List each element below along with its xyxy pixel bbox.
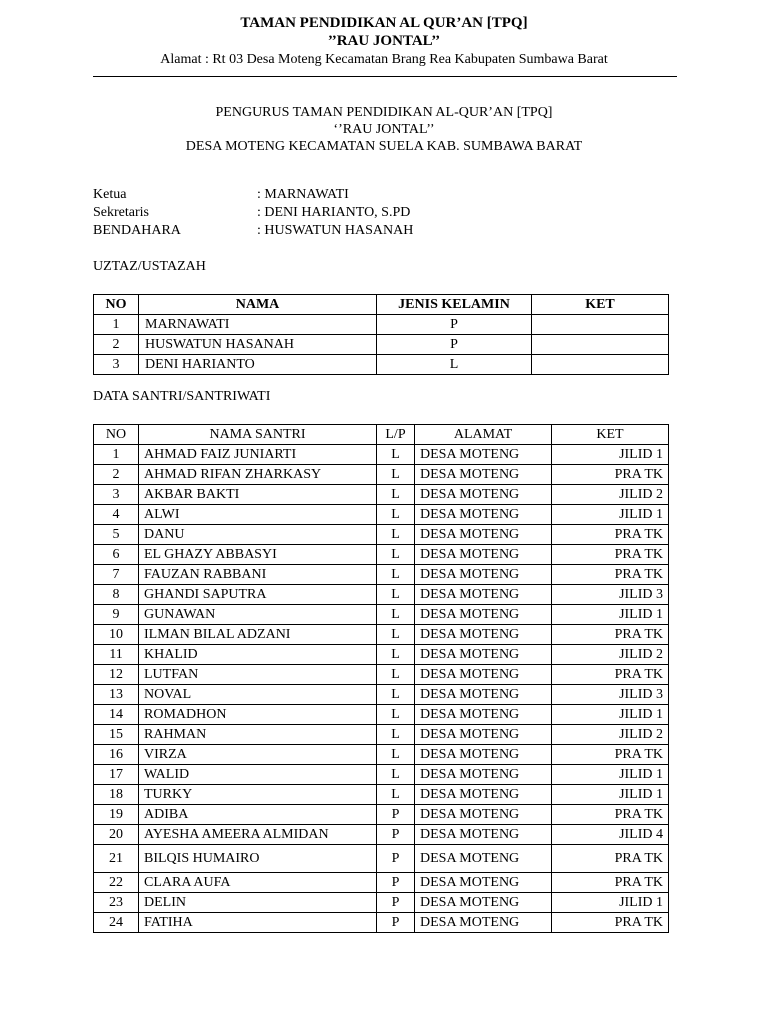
cell-ket: PRA TK [552,745,669,765]
cell-name: ALWI [139,505,377,525]
table-row [94,665,669,685]
cell-lp: L [377,585,415,605]
cell-name: AYESHA AMEERA ALMIDAN [139,825,377,845]
cell-alamat: DESA MOTENG [415,913,552,933]
cell-no: 1 [94,315,139,335]
table-row [94,825,669,845]
cell-name: NOVAL [139,685,377,705]
cell-no: 15 [94,725,139,745]
org-name: TAMAN PENDIDIKAN AL QUR’AN [TPQ] [240,15,528,31]
cell-alamat: DESA MOTENG [415,545,552,565]
cell-no: 22 [94,873,139,893]
cell-no: 6 [94,545,139,565]
cell-lp: L [377,525,415,545]
table-row [94,525,669,545]
table-row [94,565,669,585]
cell-ket [532,315,669,335]
cell-no: 9 [94,605,139,625]
cell-name: BILQIS HUMAIRO [139,845,377,873]
cell-lp: P [377,913,415,933]
cell-alamat: DESA MOTENG [415,645,552,665]
table-row [94,645,669,665]
cell-ket: JILID 1 [552,605,669,625]
table-row [94,445,669,465]
cell-lp: L [377,465,415,485]
col-header-ket: KET [552,425,669,445]
cell-alamat: DESA MOTENG [415,625,552,645]
document-title [0,104,768,155]
cell-no: 7 [94,565,139,585]
cell-lp: L [377,625,415,645]
officer-role: BENDAHARA [93,223,181,238]
table-row [94,355,669,375]
cell-ket: JILID 4 [552,825,669,845]
cell-alamat: DESA MOTENG [415,685,552,705]
table-row [94,585,669,605]
students-table [93,424,669,933]
table-row [94,505,669,525]
cell-name: AHMAD FAIZ JUNIARTI [139,445,377,465]
table-row [94,765,669,785]
cell-lp: L [377,565,415,585]
cell-no: 23 [94,893,139,913]
table-row [94,805,669,825]
cell-ket: PRA TK [552,625,669,645]
officer-role: Ketua [93,187,127,202]
cell-lp: L [377,765,415,785]
cell-name: AHMAD RIFAN ZHARKASY [139,465,377,485]
cell-lp: L [377,745,415,765]
cell-no: 10 [94,625,139,645]
cell-alamat: DESA MOTENG [415,845,552,873]
col-header-lp: L/P [377,425,415,445]
cell-gender: P [377,335,532,355]
col-header-alamat: ALAMAT [415,425,552,445]
cell-ket: JILID 2 [552,645,669,665]
cell-gender: L [377,355,532,375]
cell-alamat: DESA MOTENG [415,745,552,765]
cell-no: 2 [94,335,139,355]
cell-no: 19 [94,805,139,825]
cell-name: DENI HARIANTO [139,355,377,375]
cell-name: MARNAWATI [139,315,377,335]
cell-name: HUSWATUN HASANAH [139,335,377,355]
cell-ket: PRA TK [552,465,669,485]
cell-lp: P [377,845,415,873]
cell-no: 21 [94,845,139,873]
cell-ket: PRA TK [552,913,669,933]
table-row [94,315,669,335]
cell-name: GHANDI SAPUTRA [139,585,377,605]
cell-alamat: DESA MOTENG [415,605,552,625]
cell-name: ILMAN BILAL ADZANI [139,625,377,645]
cell-no: 1 [94,445,139,465]
cell-ket: JILID 1 [552,445,669,465]
cell-no: 11 [94,645,139,665]
cell-no: 4 [94,505,139,525]
cell-alamat: DESA MOTENG [415,825,552,845]
cell-ket [532,335,669,355]
cell-alamat: DESA MOTENG [415,893,552,913]
cell-alamat: DESA MOTENG [415,873,552,893]
col-header-nama-santri: NAMA SANTRI [139,425,377,445]
cell-ket: JILID 1 [552,765,669,785]
cell-no: 14 [94,705,139,725]
cell-no: 2 [94,465,139,485]
cell-name: TURKY [139,785,377,805]
cell-alamat: DESA MOTENG [415,525,552,545]
cell-name: DANU [139,525,377,545]
cell-lp: L [377,645,415,665]
cell-lp: P [377,873,415,893]
cell-lp: L [377,605,415,625]
cell-name: GUNAWAN [139,605,377,625]
cell-name: RAHMAN [139,725,377,745]
cell-alamat: DESA MOTENG [415,725,552,745]
table-row [94,845,669,873]
org-address: Alamat : Rt 03 Desa Moteng Kecamatan Brang Rea Kabupaten Sumbawa Barat [160,52,608,67]
cell-alamat: DESA MOTENG [415,805,552,825]
cell-ket: PRA TK [552,565,669,585]
cell-no: 16 [94,745,139,765]
cell-alamat: DESA MOTENG [415,785,552,805]
cell-ket: JILID 1 [552,893,669,913]
cell-name: WALID [139,765,377,785]
col-header-nama: NAMA [139,295,377,315]
cell-name: ROMADHON [139,705,377,725]
table-row [94,625,669,645]
col-header-jenis-kelamin: JENIS KELAMIN [377,295,532,315]
title-line-1: PENGURUS TAMAN PENDIDIKAN AL-QUR’AN [TPQ] [215,105,553,120]
cell-no: 13 [94,685,139,705]
officer-name: : MARNAWATI [257,187,349,202]
table-row [94,605,669,625]
cell-no: 18 [94,785,139,805]
header-divider [93,76,677,77]
table-row [94,685,669,705]
table-row [94,705,669,725]
cell-name: AKBAR BAKTI [139,485,377,505]
cell-lp: P [377,893,415,913]
cell-no: 8 [94,585,139,605]
officer-role: Sekretaris [93,205,149,220]
cell-alamat: DESA MOTENG [415,565,552,585]
cell-lp: L [377,445,415,465]
cell-name: VIRZA [139,745,377,765]
table-row [94,725,669,745]
cell-ket: PRA TK [552,665,669,685]
officer-name: : DENI HARIANTO, S.PD [257,205,411,220]
students-section-title: DATA SANTRI/SANTRIWATI [93,389,271,404]
cell-lp: L [377,665,415,685]
cell-ket: PRA TK [552,873,669,893]
cell-name: ADIBA [139,805,377,825]
cell-ket: JILID 1 [552,505,669,525]
cell-no: 3 [94,355,139,375]
teachers-table [93,294,669,375]
table-row [94,465,669,485]
col-header-no: NO [94,425,139,445]
cell-name: LUTFAN [139,665,377,685]
cell-lp: L [377,685,415,705]
table-row [94,873,669,893]
cell-no: 17 [94,765,139,785]
cell-ket: PRA TK [552,805,669,825]
cell-no: 5 [94,525,139,545]
col-header-no: NO [94,295,139,315]
cell-name: FAUZAN RABBANI [139,565,377,585]
cell-lp: P [377,825,415,845]
cell-ket [532,355,669,375]
table-row [94,913,669,933]
cell-ket: JILID 2 [552,485,669,505]
cell-ket: JILID 2 [552,725,669,745]
cell-no: 3 [94,485,139,505]
title-line-2: ‘’RAU JONTAL’’ [333,122,435,137]
cell-gender: P [377,315,532,335]
cell-name: FATIHA [139,913,377,933]
cell-alamat: DESA MOTENG [415,765,552,785]
letterhead [0,14,768,70]
cell-name: KHALID [139,645,377,665]
cell-alamat: DESA MOTENG [415,445,552,465]
teachers-section-title: UZTAZ/USTAZAH [93,259,206,274]
cell-alamat: DESA MOTENG [415,585,552,605]
cell-no: 12 [94,665,139,685]
cell-lp: L [377,485,415,505]
table-header-row [94,425,669,445]
cell-lp: L [377,785,415,805]
cell-alamat: DESA MOTENG [415,465,552,485]
cell-ket: JILID 1 [552,785,669,805]
cell-alamat: DESA MOTENG [415,665,552,685]
cell-lp: P [377,805,415,825]
org-alias: ’’RAU JONTAL’’ [327,33,441,49]
table-row [94,785,669,805]
cell-lp: L [377,505,415,525]
cell-lp: L [377,725,415,745]
cell-no: 20 [94,825,139,845]
cell-ket: PRA TK [552,525,669,545]
cell-alamat: DESA MOTENG [415,485,552,505]
students-table-body [94,445,669,933]
cell-ket: JILID 1 [552,705,669,725]
cell-alamat: DESA MOTENG [415,505,552,525]
col-header-ket: KET [532,295,669,315]
table-row [94,545,669,565]
table-row [94,745,669,765]
title-line-3: DESA MOTENG KECAMATAN SUELA KAB. SUMBAWA BARAT [185,139,583,154]
cell-alamat: DESA MOTENG [415,705,552,725]
cell-lp: L [377,545,415,565]
cell-lp: L [377,705,415,725]
table-row [94,893,669,913]
table-header-row [94,295,669,315]
table-row [94,485,669,505]
officer-name: : HUSWATUN HASANAH [257,223,414,238]
cell-name: DELIN [139,893,377,913]
cell-name: EL GHAZY ABBASYI [139,545,377,565]
cell-ket: PRA TK [552,545,669,565]
cell-ket: JILID 3 [552,585,669,605]
cell-ket: PRA TK [552,845,669,873]
cell-name: CLARA AUFA [139,873,377,893]
cell-ket: JILID 3 [552,685,669,705]
table-row [94,335,669,355]
cell-no: 24 [94,913,139,933]
